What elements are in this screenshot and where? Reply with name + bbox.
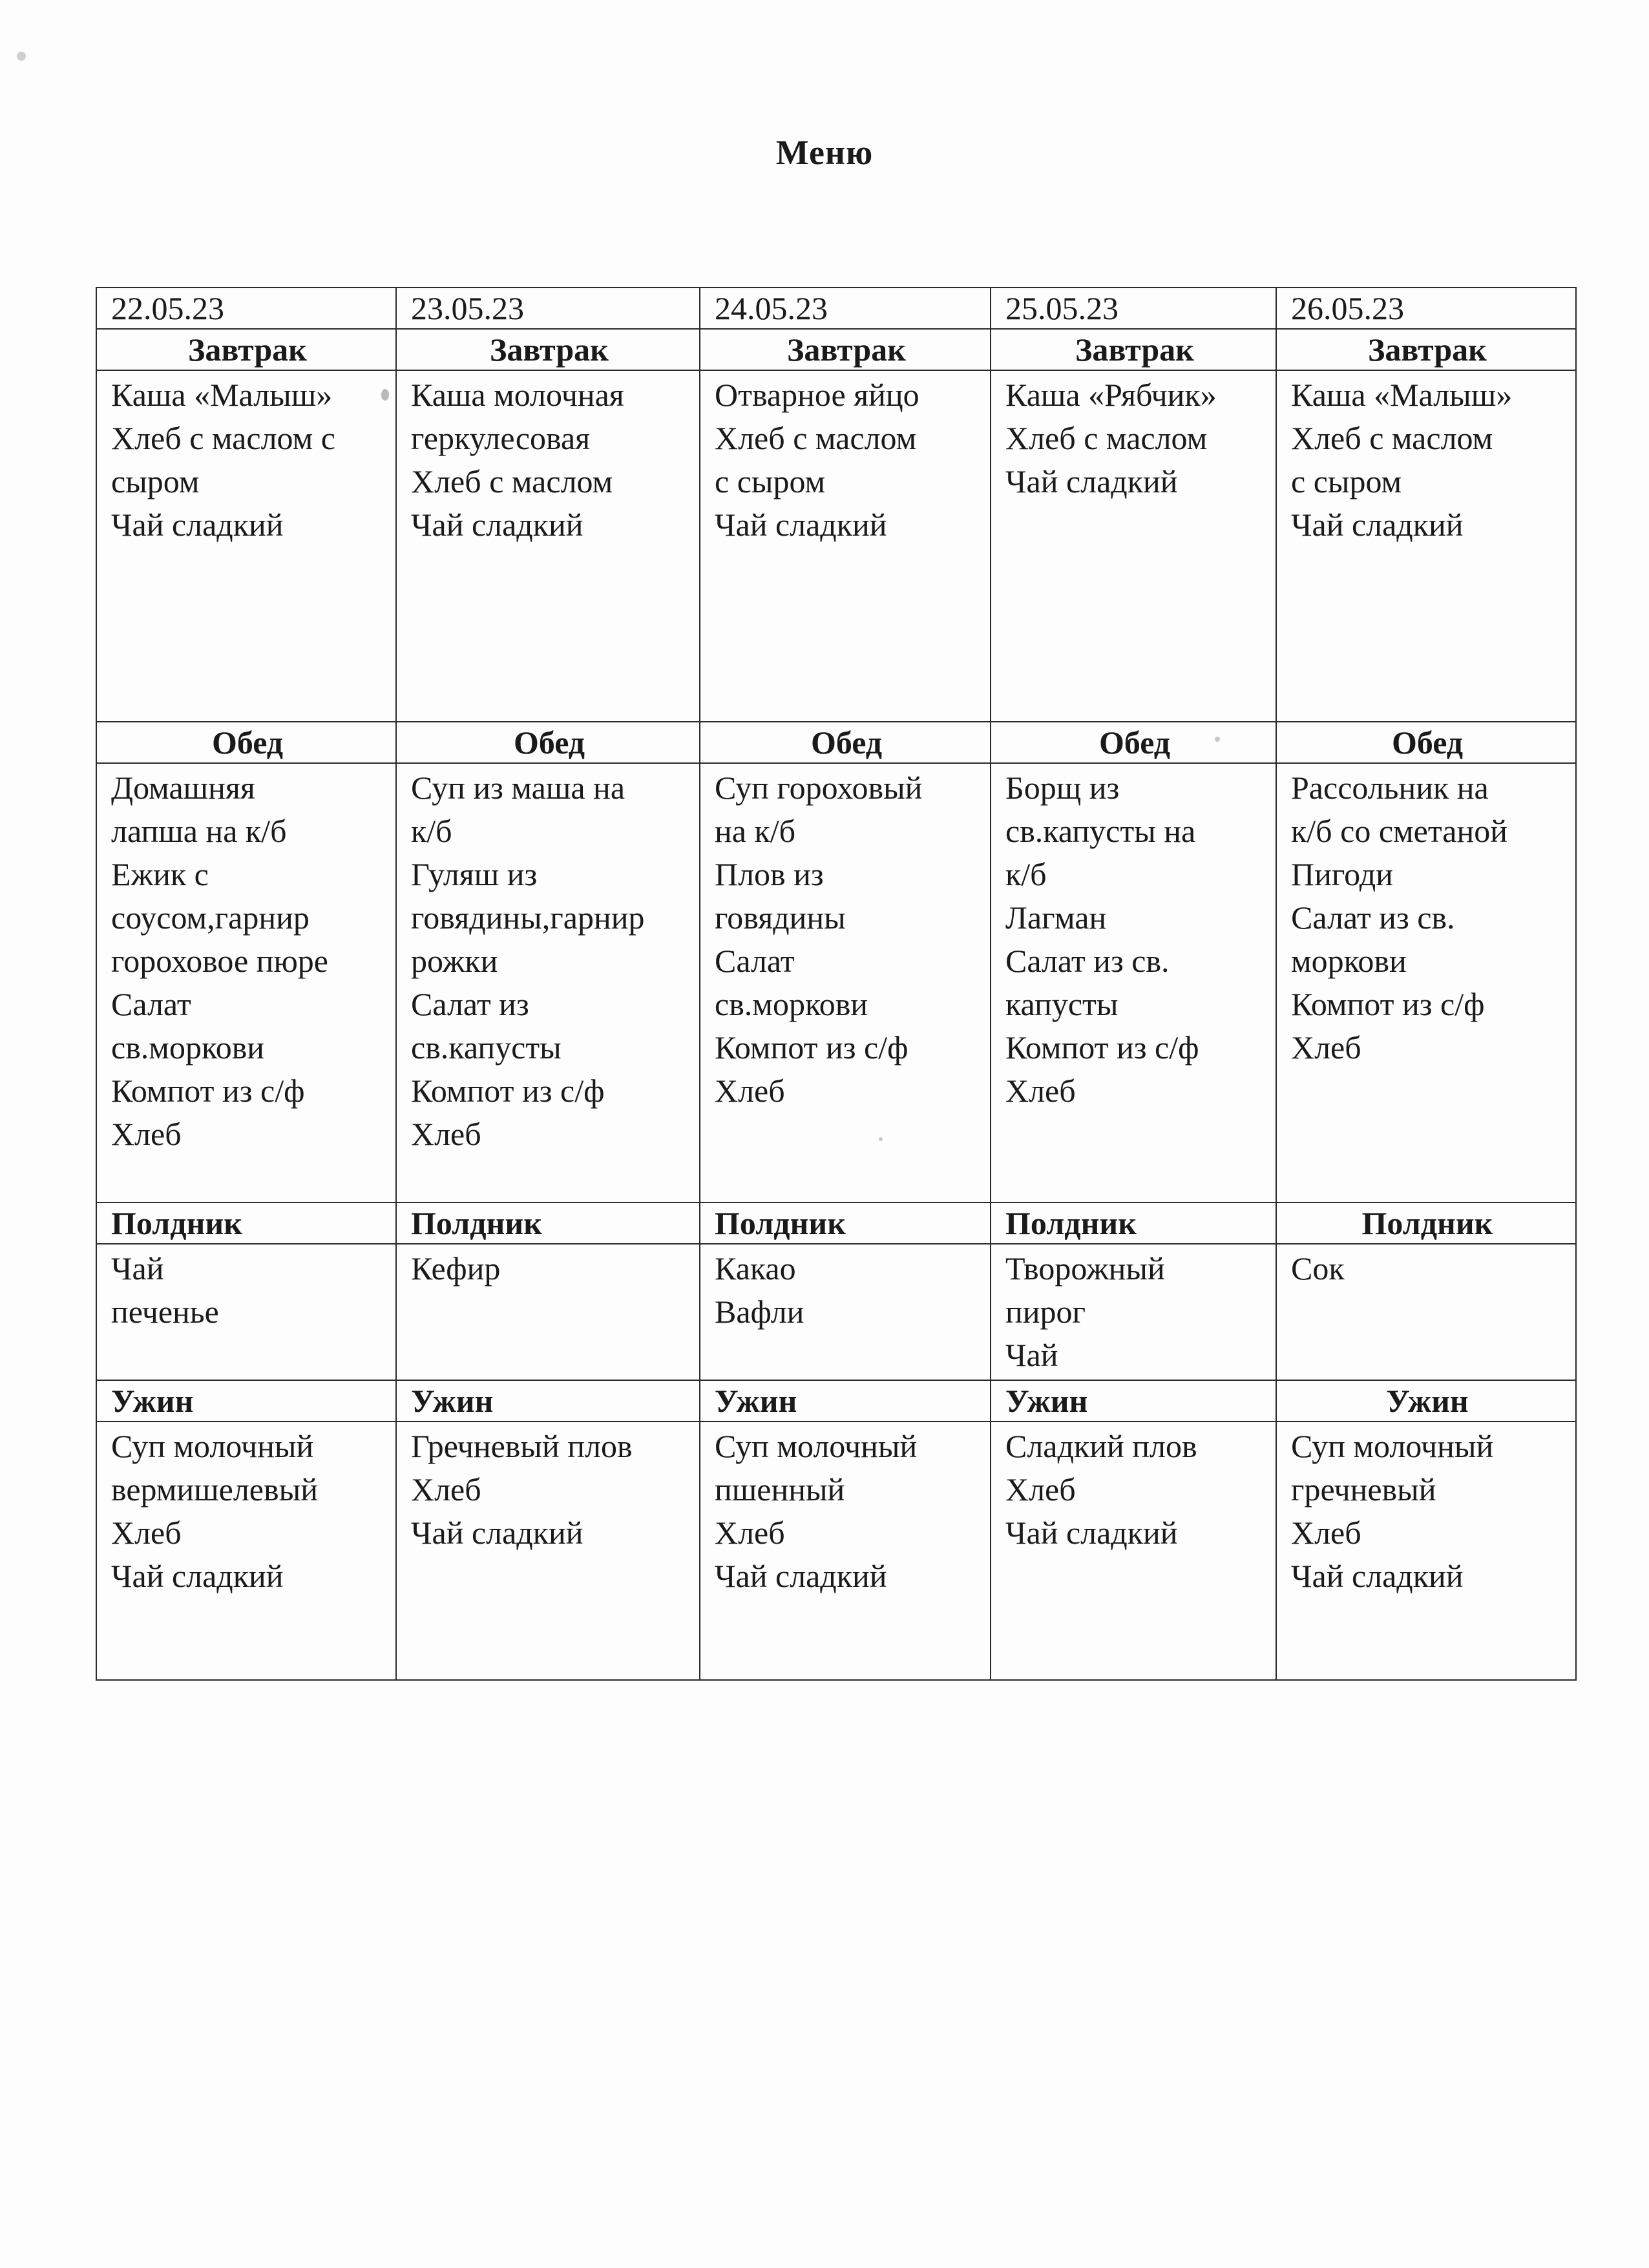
- meal-heading: Полдник: [700, 1202, 991, 1244]
- meal-item: Салат из: [411, 986, 529, 1022]
- meal-item: Каша «Малыш»: [111, 377, 333, 413]
- date-cell: 25.05.23: [991, 288, 1276, 329]
- meal-heading: Полдник: [396, 1202, 700, 1244]
- meal-heading: Завтрак: [96, 329, 396, 370]
- meal-cell: [96, 1244, 396, 1380]
- meal-item: Хлеб: [715, 1073, 785, 1109]
- meal-item: печенье: [111, 1294, 219, 1330]
- meal-item: Пигоди: [1291, 856, 1393, 892]
- meal-item: Чай сладкий: [111, 507, 284, 543]
- meal-cell: [96, 370, 396, 722]
- meal-heading: Обед: [96, 722, 396, 763]
- meal-item: Хлеб с маслом: [715, 420, 917, 456]
- meal-heading: Ужин: [1276, 1380, 1576, 1422]
- meal-item: Каша молочная: [411, 377, 624, 413]
- meal-item: Хлеб: [1291, 1029, 1361, 1066]
- meal-items-row-dinner: [96, 1422, 1576, 1680]
- meal-item: Гуляш из: [411, 856, 538, 892]
- meal-cell: [1276, 370, 1576, 722]
- meal-item: Каша «Малыш»: [1291, 377, 1513, 413]
- scan-speck: [381, 389, 389, 401]
- meal-heading-row-lunch: [96, 722, 1576, 763]
- meal-cell: [396, 1422, 700, 1680]
- meal-item: Салат: [715, 943, 795, 979]
- meal-item: Чай сладкий: [411, 1515, 583, 1551]
- meal-item: Чай сладкий: [715, 507, 887, 543]
- meal-item: на к/б: [715, 813, 796, 849]
- meal-item: св.моркови: [715, 986, 868, 1022]
- meal-item: с сыром: [715, 463, 826, 499]
- meal-heading: Обед: [700, 722, 991, 763]
- menu-table: [96, 287, 1577, 1681]
- meal-item: Хлеб: [411, 1471, 481, 1507]
- meal-item: Компот из с/ф: [411, 1073, 605, 1109]
- meal-item: Суп молочный: [111, 1428, 314, 1464]
- date-cell: 22.05.23: [96, 288, 396, 329]
- meal-item: Чай сладкий: [1005, 463, 1178, 499]
- meal-heading: Завтрак: [700, 329, 991, 370]
- meal-item: Хлеб: [1291, 1515, 1361, 1551]
- meal-heading: Ужин: [96, 1380, 396, 1422]
- meal-item: Компот из с/ф: [1291, 986, 1485, 1022]
- meal-heading-row-snack: [96, 1202, 1576, 1244]
- meal-item: Гречневый плов: [411, 1428, 633, 1464]
- meal-heading: Ужин: [396, 1380, 700, 1422]
- scan-speck: [879, 1137, 883, 1141]
- meal-item: Сок: [1291, 1250, 1345, 1286]
- meal-item: Салат из св.: [1005, 943, 1170, 979]
- meal-item: к/б со сметаной: [1291, 813, 1508, 849]
- meal-item: Сладкий плов: [1005, 1428, 1197, 1464]
- meal-item: Чай сладкий: [111, 1558, 284, 1594]
- meal-heading-row-breakfast: [96, 329, 1576, 370]
- meal-item: с сыром: [1291, 463, 1402, 499]
- meal-item: Компот из с/ф: [715, 1029, 909, 1066]
- meal-item: сыром: [111, 463, 200, 499]
- meal-items-row-breakfast: [96, 370, 1576, 722]
- meal-item: Творожный: [1005, 1250, 1165, 1286]
- meal-cell: [991, 1244, 1276, 1380]
- meal-item: св.капусты на: [1005, 813, 1196, 849]
- meal-heading: Обед: [991, 722, 1276, 763]
- meal-item: Хлеб: [715, 1515, 785, 1551]
- meal-item: Кефир: [411, 1250, 501, 1286]
- meal-item: Хлеб с маслом: [1291, 420, 1493, 456]
- meal-heading: Ужин: [700, 1380, 991, 1422]
- meal-cell: [700, 763, 991, 1202]
- meal-cell: [700, 370, 991, 722]
- meal-item: гречневый: [1291, 1471, 1436, 1507]
- meal-item: гороховое пюре: [111, 943, 328, 979]
- meal-items-row-snack: [96, 1244, 1576, 1380]
- meal-heading-row-dinner: [96, 1380, 1576, 1422]
- meal-cell: [991, 370, 1276, 722]
- meal-item: Суп гороховый: [715, 770, 923, 806]
- date-cell: 23.05.23: [396, 288, 700, 329]
- meal-item: Борщ из: [1005, 770, 1120, 806]
- meal-item: св.капусты: [411, 1029, 562, 1066]
- meal-item: Хлеб с маслом: [411, 463, 613, 499]
- meal-item: Суп молочный: [715, 1428, 918, 1464]
- meal-heading: Завтрак: [991, 329, 1276, 370]
- meal-cell: [1276, 763, 1576, 1202]
- meal-item: Какао: [715, 1250, 796, 1286]
- meal-item: Домашняя: [111, 770, 255, 806]
- meal-item: Отварное яйцо: [715, 377, 919, 413]
- meal-item: Суп из маша на: [411, 770, 625, 806]
- meal-heading: Полдник: [96, 1202, 396, 1244]
- meal-heading: Обед: [396, 722, 700, 763]
- meal-heading: Полдник: [991, 1202, 1276, 1244]
- meal-cell: [396, 370, 700, 722]
- meal-item: пшенный: [715, 1471, 845, 1507]
- meal-cell: [700, 1422, 991, 1680]
- meal-heading: Завтрак: [396, 329, 700, 370]
- meal-item: Рассольник на: [1291, 770, 1489, 806]
- meal-item: Суп молочный: [1291, 1428, 1494, 1464]
- meal-item: к/б: [1005, 856, 1047, 892]
- meal-item: св.моркови: [111, 1029, 265, 1066]
- meal-item: лапша на к/б: [111, 813, 287, 849]
- meal-item: рожки: [411, 943, 498, 979]
- meal-cell: [396, 1244, 700, 1380]
- page-title: Меню: [775, 133, 874, 172]
- meal-item: Салат: [111, 986, 191, 1022]
- meal-item: Чай: [1005, 1337, 1058, 1373]
- meal-heading: Ужин: [991, 1380, 1276, 1422]
- meal-item: к/б: [411, 813, 452, 849]
- meal-cell: [700, 1244, 991, 1380]
- scan-speck: [1215, 737, 1220, 742]
- meal-item: Каша «Рябчик»: [1005, 377, 1217, 413]
- meal-cell: [1276, 1422, 1576, 1680]
- meal-item: вермишелевый: [111, 1471, 318, 1507]
- date-row: [96, 288, 1576, 329]
- meal-item: Вафли: [715, 1294, 804, 1330]
- meal-items-row-lunch: [96, 763, 1576, 1202]
- meal-item: моркови: [1291, 943, 1407, 979]
- meal-item: Лагман: [1005, 899, 1107, 936]
- meal-item: Компот из с/ф: [111, 1073, 305, 1109]
- meal-item: Чай сладкий: [715, 1558, 887, 1594]
- meal-item: Хлеб: [111, 1116, 182, 1152]
- meal-heading: Обед: [1276, 722, 1576, 763]
- meal-item: Чай сладкий: [1291, 507, 1464, 543]
- meal-cell: [991, 763, 1276, 1202]
- meal-item: Плов из: [715, 856, 824, 892]
- meal-item: пирог: [1005, 1294, 1086, 1330]
- meal-cell: [396, 763, 700, 1202]
- meal-item: Чай сладкий: [1005, 1515, 1178, 1551]
- meal-cell: [991, 1422, 1276, 1680]
- meal-item: Компот из с/ф: [1005, 1029, 1199, 1066]
- scan-speck: [17, 52, 26, 61]
- meal-item: Хлеб: [411, 1116, 481, 1152]
- meal-item: говядины,гарнир: [411, 899, 645, 936]
- meal-cell: [96, 1422, 396, 1680]
- meal-item: геркулесовая: [411, 420, 591, 456]
- date-cell: 26.05.23: [1276, 288, 1576, 329]
- date-cell: 24.05.23: [700, 288, 991, 329]
- meal-cell: [1276, 1244, 1576, 1380]
- meal-item: Хлеб: [111, 1515, 182, 1551]
- meal-heading: Завтрак: [1276, 329, 1576, 370]
- meal-cell: [96, 763, 396, 1202]
- meal-item: Хлеб с маслом с: [111, 420, 335, 456]
- meal-item: Чай сладкий: [1291, 1558, 1464, 1594]
- meal-item: Хлеб: [1005, 1471, 1076, 1507]
- meal-item: Хлеб с маслом: [1005, 420, 1208, 456]
- meal-item: Чай: [111, 1250, 164, 1286]
- meal-heading: Полдник: [1276, 1202, 1576, 1244]
- meal-item: Хлеб: [1005, 1073, 1076, 1109]
- meal-item: Салат из св.: [1291, 899, 1455, 936]
- meal-item: говядины: [715, 899, 846, 936]
- meal-item: соусом,гарнир: [111, 899, 310, 936]
- meal-item: Чай сладкий: [411, 507, 583, 543]
- meal-item: Ежик с: [111, 856, 209, 892]
- meal-item: капусты: [1005, 986, 1119, 1022]
